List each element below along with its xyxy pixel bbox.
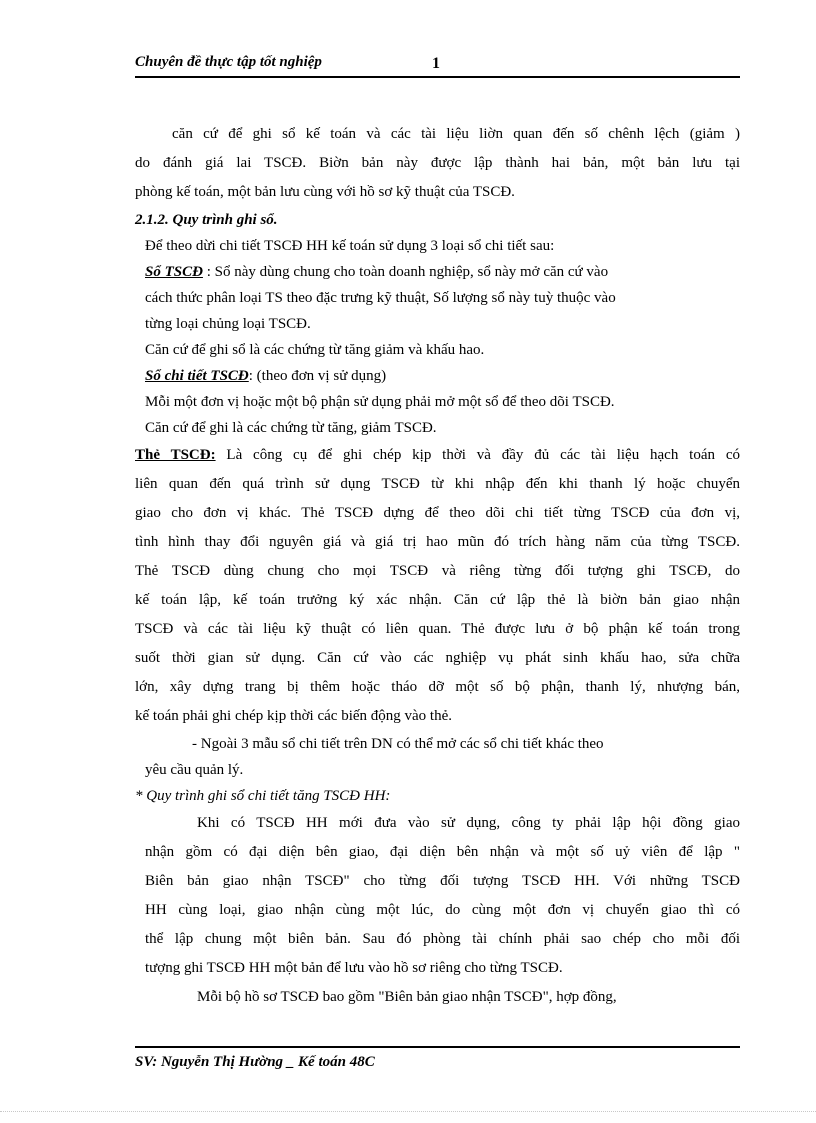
paragraph-line: Thẻ TSCĐ: Là công cụ để ghi chép kịp thời và đầy đủ các tài liệu hạch toán có <box>135 447 740 463</box>
paragraph-line: kế toán phải ghi chép kịp thời các biến động vào thẻ. <box>135 708 453 724</box>
paragraph-line: Căn cứ để ghi là các chứng từ tăng, giảm TSCĐ. <box>145 420 437 436</box>
paragraph-line: Mỗi bộ hồ sơ TSCĐ bao gồm "Biên bản giao nhận TSCĐ", hợp đồng, <box>197 989 617 1005</box>
paragraph-line: thể lập chung một biên bản. Sau đó phòng tài chính phải sao chép cho mỗi đối <box>145 931 740 947</box>
paragraph-line: tình hình thay đổi nguyên giá và giá trị hao mũn đó trích hàng năm của từng TSCĐ. <box>135 534 740 550</box>
document-body <box>135 120 740 1012</box>
paragraph-line: yêu cầu quản lý. <box>145 762 244 778</box>
paragraph-line: Để theo dừi chi tiết TSCĐ HH kế toán sử dụng 3 loại sổ chi tiết sau: <box>145 238 555 254</box>
paragraph-line: giao cho đơn vị khác. Thẻ TSCĐ dựng để theo dõi chi tiết từng TSCĐ của đơn vị, <box>135 505 740 521</box>
paragraph-line: tượng ghi TSCĐ HH một bản để lưu vào hồ sơ riêng cho từng TSCĐ. <box>145 960 563 976</box>
paragraph-line: suốt thời gian sử dụng. Căn cứ vào các nghiệp vụ phát sinh khấu hao, sửa chữa <box>135 650 740 666</box>
paragraph-line: cách thức phân loại TS theo đặc trưng kỹ thuật, Số lượng sổ này tuỳ thuộc vào <box>145 290 616 306</box>
paragraph-line: do đánh giá lai TSCĐ. Biờn bản này được lập thành hai bản, một bản lưu tại <box>135 155 740 171</box>
page-edge-divider <box>0 1111 816 1112</box>
paragraph-line: lớn, xây dựng trang bị thêm hoặc tháo dỡ một số bộ phận, thanh lý, nhượng bán, <box>135 679 740 695</box>
paragraph-line: liên quan đến quá trình sử dụng TSCĐ từ khi nhập đến khi thanh lý hoặc chuyển <box>135 476 740 492</box>
paragraph-line: HH cùng loại, giao nhận cùng một lúc, do cùng một đơn vị chuyển giao thì có <box>145 902 740 918</box>
paragraph-line: Sổ chi tiết TSCĐ: (theo đơn vị sử dụng) <box>145 368 387 384</box>
page-footer <box>135 1046 740 1071</box>
page-header <box>135 52 740 78</box>
paragraph-line: Biên bản giao nhận TSCĐ" cho từng đối tượng TSCĐ HH. Với những TSCĐ <box>145 873 740 889</box>
term-so-tscd: Sổ TSCĐ <box>145 264 203 280</box>
paragraph-line: căn cứ để ghi sổ kế toán và các tài liệu liờn quan đến số chênh lệch (giảm ) <box>172 126 740 142</box>
term-the-tscd: Thẻ TSCĐ: <box>135 447 216 463</box>
paragraph-line: TSCĐ và các tài liệu kỹ thuật có liên quan. Thẻ được lưu ở bộ phận kế toán trong <box>135 621 740 637</box>
page-number: 1 <box>432 55 440 72</box>
paragraph-line: từng loại chủng loại TSCĐ. <box>145 316 311 332</box>
footer-student-info: SV: Nguyễn Thị Hường _ Kế toán 48C <box>135 1054 375 1070</box>
paragraph-line: Sổ TSCĐ : Sổ này dùng chung cho toàn doanh nghiệp, sổ này mở căn cứ vào <box>145 264 609 280</box>
paragraph-line: - Ngoài 3 mẫu sổ chi tiết trên DN có thể mở các sổ chi tiết khác theo <box>192 736 604 752</box>
paragraph-line: phòng kế toán, một bản lưu cùng với hồ sơ kỹ thuật của TSCĐ. <box>135 184 515 200</box>
paragraph-line: nhận gồm có đại diện bên giao, đại diện bên nhận và một số uỷ viên để lập " <box>145 844 740 860</box>
paragraph-line: Thẻ TSCĐ dùng chung cho mọi TSCĐ và riêng từng đối tượng ghi TSCĐ, do <box>135 563 740 579</box>
paragraph-line: Mỗi một đơn vị hoặc một bộ phận sử dụng phải mở một sổ để theo dõi TSCĐ. <box>145 394 615 410</box>
paragraph-line: Khi có TSCĐ HH mới đưa vào sử dụng, công ty phải lập hội đồng giao <box>197 815 740 831</box>
paragraph-line: Căn cứ để ghi sổ là các chứng từ tăng giảm và khấu hao. <box>145 342 485 358</box>
section-heading: 2.1.2. Quy trình ghi sổ. <box>135 212 278 228</box>
term-so-chi-tiet-tscd: Sổ chi tiết TSCĐ <box>145 368 249 384</box>
paragraph-line: kế toán lập, kế toán trưởng ký xác nhận. Căn cứ lập thẻ là biờn bản giao nhận <box>135 592 740 608</box>
header-title: Chuyên đề thực tập tốt nghiệp <box>135 54 322 70</box>
subsection-heading: * Quy trình ghi sổ chi tiết tăng TSCĐ HH: <box>135 788 391 804</box>
